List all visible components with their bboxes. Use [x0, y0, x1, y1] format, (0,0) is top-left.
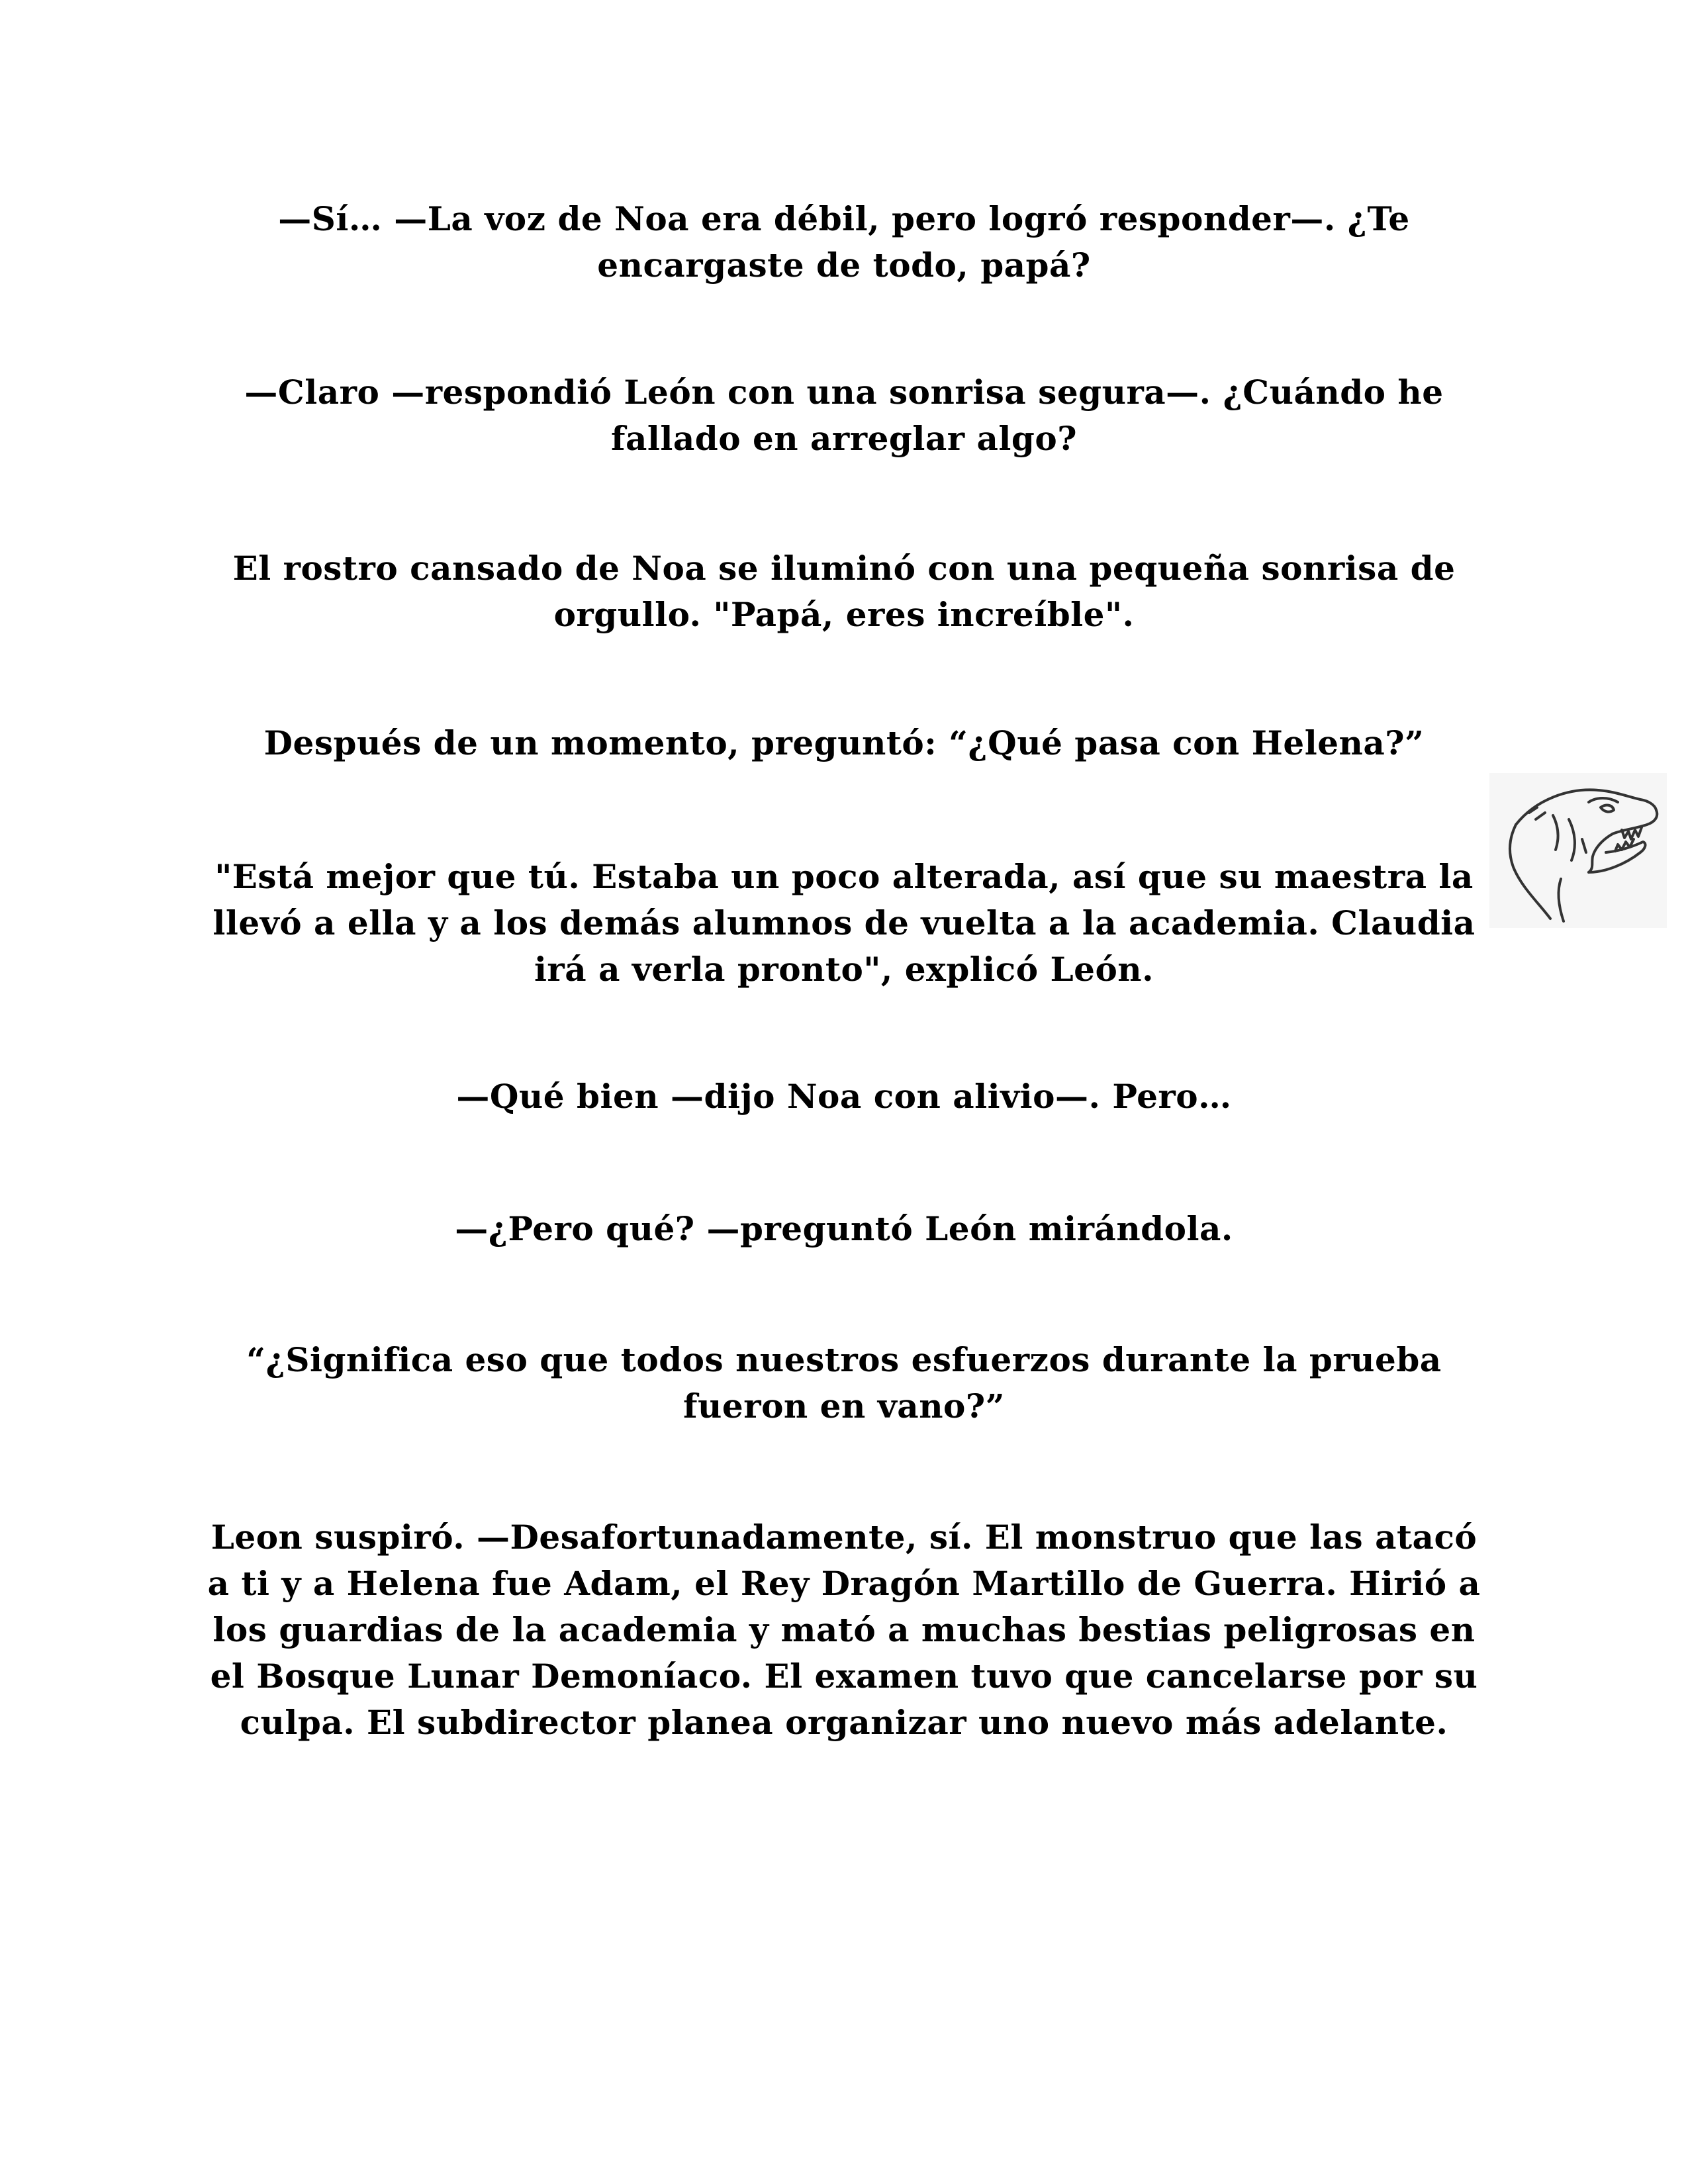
paragraph-1: —Sí… —La voz de Noa era débil, pero logró responder—. ¿Te encargaste de todo, papá?: [278, 199, 1410, 285]
paragraph-4: Después de un momento, preguntó: “¿Qué pasa con Helena?”: [263, 723, 1425, 762]
paragraph-9: Leon suspiró. —Desafortunadamente, sí. El monstruo que las atacó a ti y a Helena fue Adam, el Rey Dragón Martillo de Guerra. Hirió a los guardias de la academia y mató a muchas bestias peligrosas en el Bosque Lunar Demoníaco. El examen tuvo que cancelarse por su culpa. El subdirector planea organizar uno nuevo más adelante.: [207, 1518, 1481, 1742]
paragraph-2: —Claro —respondió León con una sonrisa segura—. ¿Cuándo he fallado en arreglar algo?: [244, 373, 1444, 458]
paragraph-6: —Qué bien —dijo Noa con alivio—. Pero…: [456, 1077, 1232, 1116]
dinosaur-head-sketch-icon: [1489, 773, 1667, 928]
paragraph-7: —¿Pero qué? —preguntó León mirándola.: [455, 1209, 1233, 1248]
paragraph-8: “¿Significa eso que todos nuestros esfuerzos durante la prueba fueron en vano?”: [246, 1340, 1442, 1426]
paragraph-3: El rostro cansado de Noa se iluminó con una pequeña sonrisa de orgullo. "Papá, eres increíble".: [232, 549, 1456, 634]
paragraph-5: "Está mejor que tú. Estaba un poco alterada, así que su maestra la llevó a ella y a los demás alumnos de vuelta a la academia. Claudia irá a verla pronto", explicó León.: [212, 857, 1476, 989]
